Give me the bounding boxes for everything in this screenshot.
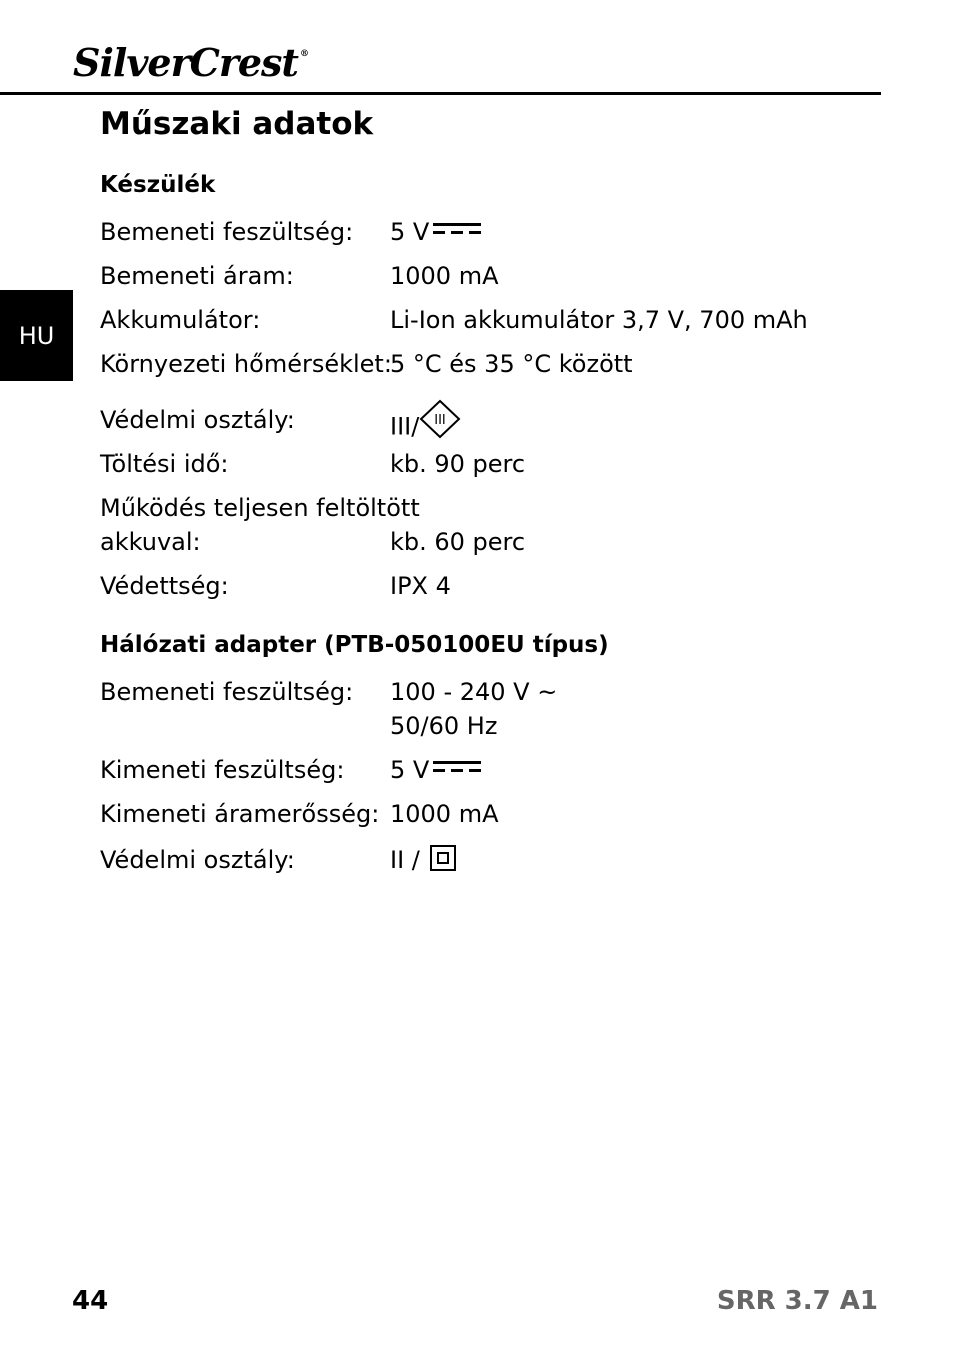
adapter-input-voltage-label: Bemeneti feszültség: [100, 678, 354, 706]
device-battery-value: Li-Ion akkumulátor 3,7 V, 700 mAh [390, 306, 808, 334]
device-runtime-label-line2: akkuval: [100, 528, 201, 556]
device-protection-class-label: Védelmi osztály: [100, 406, 295, 434]
registered-mark: ® [299, 49, 308, 59]
device-charge-time-label: Töltési idő: [100, 450, 229, 478]
model-number: SRR 3.7 A1 [716, 1286, 878, 1316]
device-input-voltage-value [390, 215, 481, 249]
device-runtime-value: kb. 60 perc [390, 528, 526, 556]
device-ip-rating-value: IPX 4 [390, 572, 451, 600]
device-heading: Készülék [100, 172, 216, 198]
device-input-current-label: Bemeneti áram: [100, 262, 294, 290]
adapter-output-voltage-label: Kimeneti feszültség: [100, 756, 345, 784]
device-protection-class-value [390, 403, 461, 452]
adapter-protection-class-label: Védelmi osztály: [100, 846, 295, 874]
page-title: Műszaki adatok [100, 106, 374, 142]
device-ambient-temp-label: Környezeti hőmérséklet: [100, 350, 392, 378]
protection-class-2-icon [430, 845, 456, 871]
device-ip-rating-label: Védettség: [100, 572, 229, 600]
dc-icon [433, 223, 481, 237]
adapter-input-frequency-value: 50/60 Hz [390, 712, 498, 740]
brand-logo [73, 40, 308, 85]
adapter-output-current-label: Kimeneti áramerősség: [100, 800, 380, 828]
adapter-heading: Hálózati adapter (PTB-050100EU típus) [100, 632, 609, 658]
device-ambient-temp-value: 5 °C és 35 °C között [390, 350, 633, 378]
device-runtime-label: Működés teljesen feltöltött [100, 494, 420, 522]
value-text: III/ [390, 412, 420, 441]
adapter-output-voltage-value [390, 753, 481, 787]
adapter-input-voltage-value: 100 - 240 V ~ [390, 678, 558, 706]
device-input-current-value: 1000 mA [390, 262, 499, 290]
brand-name: SilverCrest [73, 40, 298, 85]
page-number: 44 [72, 1286, 109, 1316]
protection-class-3-icon [419, 399, 461, 448]
device-battery-label: Akkumulátor: [100, 306, 261, 334]
device-input-voltage-label: Bemeneti feszültség: [100, 218, 354, 246]
dc-icon [433, 761, 481, 775]
language-label: HU [18, 321, 55, 350]
device-charge-time-value: kb. 90 perc [390, 450, 526, 478]
protection-class-3-text: III [434, 413, 447, 428]
value-text: 5 V [390, 756, 430, 784]
value-text: 5 V [390, 218, 430, 246]
adapter-protection-class-value [390, 843, 456, 877]
language-tab [0, 290, 73, 381]
adapter-output-current-value: 1000 mA [390, 800, 499, 828]
header-divider [0, 92, 881, 95]
value-text: II / [390, 846, 428, 874]
